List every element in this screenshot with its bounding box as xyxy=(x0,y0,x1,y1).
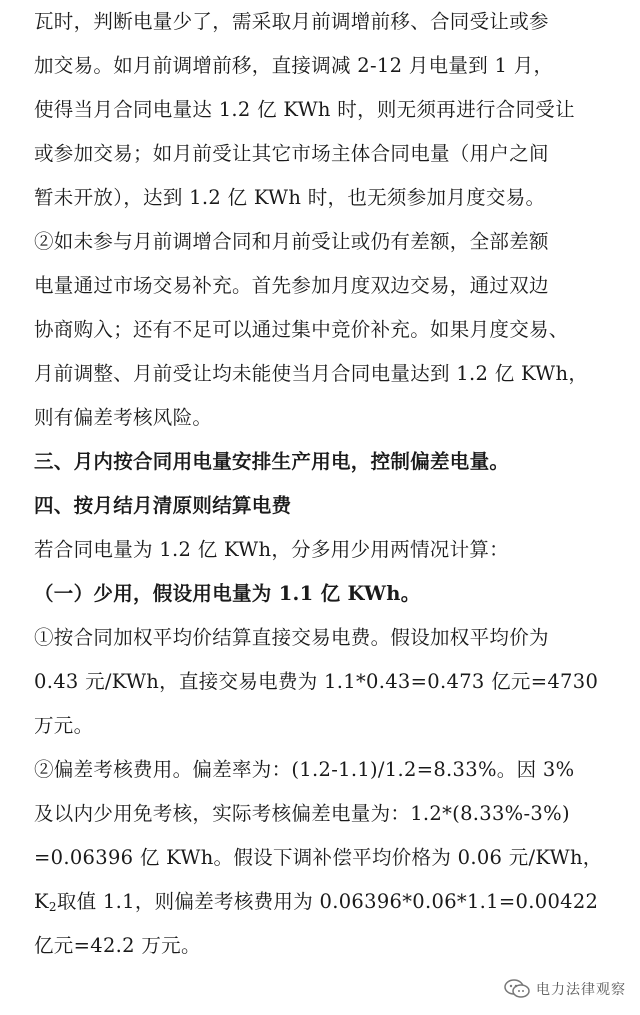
text-line-3: 使得当月合同电量达 1.2 亿 KWh 时，则无须再进行合同受让 xyxy=(34,98,575,121)
text-line-21-body: 取值 1.1，则偏差考核费用为 0.06396*0.06*1.1=0.00422 xyxy=(56,890,599,913)
text-line-21 xyxy=(34,888,614,916)
wechat-icon xyxy=(504,979,530,999)
section-heading-4: 四、按月结月清原则结算电费 xyxy=(34,494,292,517)
text-line-10: 则有偏差考核风险。 xyxy=(34,406,213,429)
text-line-9: 月前调整、月前受让均未能使当月合同电量达到 1.2 亿 KWh， xyxy=(34,362,589,385)
text-line-19: 及以内少用免考核，实际考核偏差电量为：1.2*(8.33%-3%) xyxy=(34,802,570,825)
text-line-6: ②如未参与月前调增合同和月前受让或仍有差额，全部差额 xyxy=(34,230,549,253)
text-line-4: 或参加交易；如月前受让其它市场主体合同电量（用户之间 xyxy=(34,142,549,165)
text-line-16: 0.43 元/KWh，直接交易电费为 1.1*0.43=0.473 亿元=4730 xyxy=(34,670,599,693)
text-line-7: 电量通过市场交易补充。首先参加月度双边交易，通过双边 xyxy=(34,274,549,297)
watermark-text: 电力法律观察 xyxy=(536,982,626,998)
text-line-5: 暂未开放），达到 1.2 亿 KWh 时，也无须参加月度交易。 xyxy=(34,186,546,209)
text-line-2: 加交易。如月前调增前移，直接调减 2-12 月电量到 1 月， xyxy=(34,54,554,77)
text-line-22: 亿元=42.2 万元。 xyxy=(34,934,201,957)
subsection-heading-1: （一）少用，假设用电量为 1.1 亿 KWh。 xyxy=(34,582,421,605)
k-symbol: K xyxy=(34,890,49,913)
text-line-17: 万元。 xyxy=(34,714,94,737)
k-subscript: 2 xyxy=(48,900,57,914)
wechat-watermark xyxy=(504,977,626,1001)
text-line-1: 瓦时，判断电量少了，需采取月前调增前移、合同受让或参 xyxy=(34,10,549,33)
text-line-18: ②偏差考核费用。偏差率为：(1.2-1.1)/1.2=8.33%。因 3% xyxy=(34,758,575,781)
text-line-8: 协商购入；还有不足可以通过集中竞价补充。如果月度交易、 xyxy=(34,318,569,341)
section-heading-3: 三、月内按合同用电量安排生产用电，控制偏差电量。 xyxy=(34,450,510,473)
text-line-20: =0.06396 亿 KWh。假设下调补偿平均价格为 0.06 元/KWh， xyxy=(34,846,603,869)
text-line-15: ①按合同加权平均价结算直接交易电费。假设加权平均价为 xyxy=(34,626,549,649)
text-line-13: 若合同电量为 1.2 亿 KWh，分多用少用两情况计算： xyxy=(34,538,509,561)
